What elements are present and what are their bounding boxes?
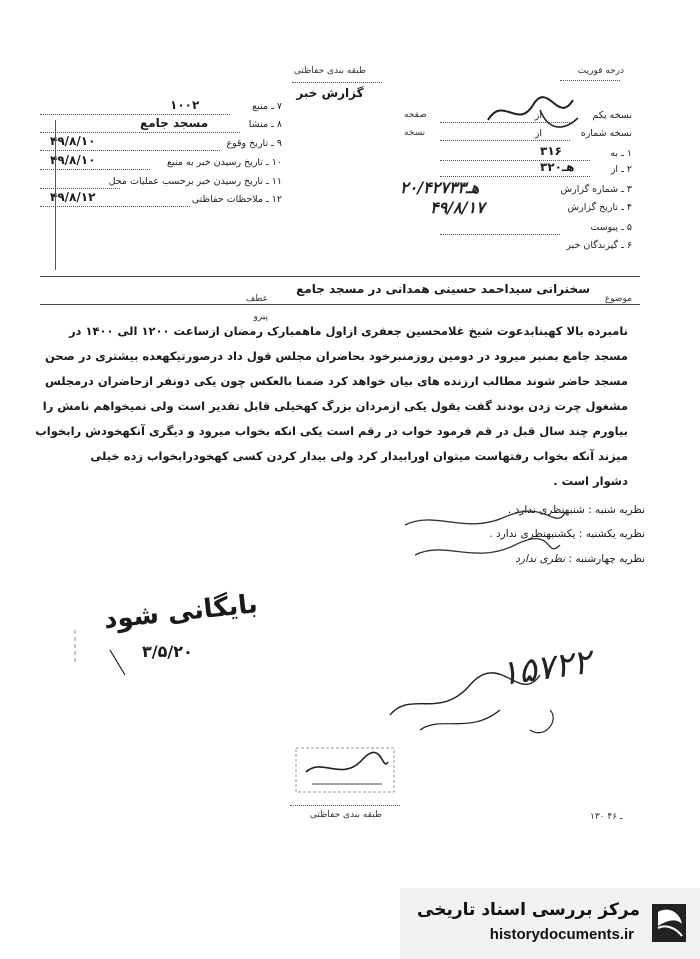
archive-stamp-date: ۳/۵/۲۰ xyxy=(142,642,193,661)
page-side-label: صفحه xyxy=(404,110,427,120)
opinion-wednesday: نظریه چهارشنبه : نظری ندارد xyxy=(515,553,645,565)
field-2-line xyxy=(440,176,590,177)
field-6-label: ۶ ـ گیرندگان خبر xyxy=(566,240,632,251)
body-line-3: مسجد حاضر شوند مطالب ارزنده های بیان خواهد کرد ضمنا بالعکس چون یکی دونفر ازحاضران درمجلس xyxy=(44,374,628,388)
field-3-value: ۲۰/۴۲۷۳۳هـ xyxy=(400,178,480,197)
opinion-sunday-label: نظریه یکشنبه xyxy=(585,528,645,540)
field-11-label: ۱۱ ـ تاریخ رسیدن خبر برحسب عملیات محل xyxy=(108,176,282,187)
field-1-value: ۳۱۶ xyxy=(540,144,562,158)
body-line-2: مسجد جامع بمنبر میرود در دومین روزمنبرخود بحاضران مجلس قول داد درصورتیکهعده بیشتری در صحن xyxy=(45,349,628,363)
copy-side-label: نسخه xyxy=(404,128,426,138)
opinion-sunday: نظریه یکشنبه : یکشنبهنظری ندارد . xyxy=(489,528,645,540)
field-2-label: ۲ ـ از xyxy=(610,164,632,175)
body-line-4: مشغول چرت زدن بودند گفت بقول یکی ازمردان بزرگ کهخیلی قابل تقدیر است ولی نمیخواهم نامش را xyxy=(42,399,628,413)
header-separator xyxy=(40,276,640,277)
opinion-saturday: نظریه شنبه : شنبهنظری ندارد . xyxy=(507,504,645,516)
field-10-value: ۴۹/۸/۱۰ xyxy=(50,153,96,167)
form-code: ۱۳۰ ـ ۴۶ xyxy=(590,812,623,822)
field-copyno-line xyxy=(440,140,570,141)
field-copyno-label: نسخه شماره xyxy=(580,128,632,139)
field-3-label: ۳ ـ شماره گزارش xyxy=(560,184,632,195)
field-7-label: ۷ ـ منبع xyxy=(252,101,282,112)
field-4-value: ۴۹/۸/۱۷ xyxy=(430,198,485,217)
subject-label: موضوع xyxy=(604,294,632,304)
field-7-value: ۱۰۰۲ xyxy=(170,98,200,112)
field-2-value: ۳هـ۲۰ xyxy=(540,160,575,174)
watermark-logo-icon xyxy=(646,898,692,948)
body-line-7: دشوار است . xyxy=(553,474,628,488)
field-7-line xyxy=(40,114,230,115)
handwritten-reference-mark xyxy=(478,90,598,140)
priority-label: درجه فوریت xyxy=(577,66,624,76)
bottom-stamp-mark xyxy=(292,742,402,802)
field-8-line xyxy=(40,132,240,133)
field-12-label: ۱۲ ـ ملاحظات حفاظتی xyxy=(191,194,282,205)
following-label: پیرو xyxy=(253,312,268,322)
field-12-value: ۴۹/۸/۱۲ xyxy=(50,190,96,204)
opinion-signature-scribble xyxy=(395,505,575,585)
field-copy1-value: از xyxy=(534,110,542,121)
field-1-label: ۱ ـ به xyxy=(610,148,632,159)
subject-separator xyxy=(40,304,640,305)
subject-text: سخنرانی سیداحمد حسینی همدانی در مسجد جامع xyxy=(296,282,590,296)
field-8-value: مسجد جامع xyxy=(140,116,209,130)
watermark-title: مرکز بررسی اسناد تاریخی xyxy=(417,900,640,920)
classification-label-top: طبقه بندی حفاظتی xyxy=(293,66,367,76)
body-line-5: بیاورم چند سال قبل در قم فرمود خواب در رقم است یکی انکه بخواب میرود و دیگری آنکهخودش رابخواب xyxy=(35,424,628,438)
watermark-url: historydocuments.ir xyxy=(489,926,634,943)
handwritten-signature xyxy=(380,660,600,750)
archive-stamp-text: بایگانی شود xyxy=(102,589,260,636)
field-4-label: ۴ ـ تاریخ گزارش xyxy=(567,202,632,213)
priority-underline xyxy=(560,80,620,81)
field-8-label: ۸ ـ منشا xyxy=(248,119,282,130)
field-12-line xyxy=(40,206,190,207)
field-copyno-value: از xyxy=(534,128,542,139)
field-copy1-label: نسخه یکم xyxy=(592,110,632,121)
classification-underline xyxy=(292,82,382,83)
field-5-line xyxy=(440,234,560,235)
field-11-line xyxy=(40,188,120,189)
field-10-label: ۱۰ ـ تاریخ رسیدن خبر به منبع xyxy=(167,157,282,168)
field-9-value: ۴۹/۸/۱۰ xyxy=(50,134,96,148)
left-margin-rule xyxy=(55,120,56,270)
footer-classification-line xyxy=(290,805,400,806)
handwritten-number: ۱۵۷۲۲ xyxy=(497,641,594,695)
opinion-wednesday-text: نظری ندارد xyxy=(515,553,566,565)
body-line-6: میزند آنکه بخواب رفتهاست میتوان اورابیدار کرد ولی بیدار کردن کسی کهخودرابخواب زده خیلی xyxy=(90,449,628,463)
attach-label: عطف xyxy=(245,294,268,304)
opinion-saturday-label: نظریه شنبه xyxy=(595,504,645,516)
opinion-saturday-text: شنبهنظری ندارد . xyxy=(507,504,585,516)
opinion-wednesday-label: نظریه چهارشنبه xyxy=(575,553,645,565)
opinion-sunday-text: یکشنبهنظری ندارد . xyxy=(489,528,576,540)
field-10-line xyxy=(40,169,150,170)
field-9-line xyxy=(40,150,220,151)
classification-label-bottom: طبقه بندی حفاظتی xyxy=(309,810,383,820)
field-9-label: ۹ ـ تاریخ وقوع xyxy=(226,138,282,149)
left-fields xyxy=(20,98,282,210)
field-5-label: ۵ ـ پیوست xyxy=(590,222,632,233)
report-title: گزارش خبر xyxy=(296,86,364,100)
archive-stamp-border xyxy=(70,620,130,680)
body-line-1: نامبرده بالا کهبنابدعوت شیخ غلامحسین جعفری ازاول ماهمبارک رمضان ازساعت ۱۲۰۰ الی ۱۴۰۰ در xyxy=(68,324,628,338)
watermark-block xyxy=(400,888,700,959)
